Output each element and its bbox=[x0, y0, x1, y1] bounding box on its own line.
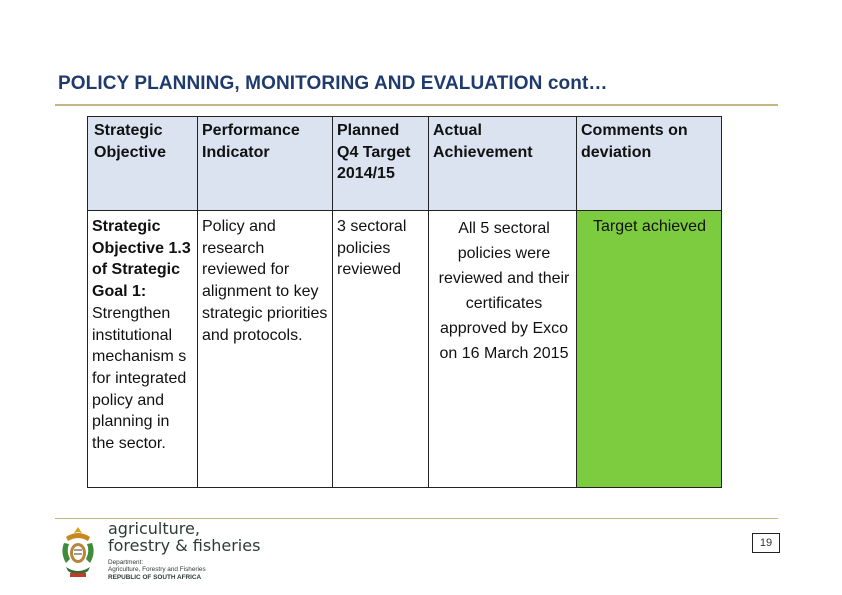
cell-comment: Target achieved bbox=[577, 211, 722, 488]
brand-wordmark bbox=[108, 520, 260, 554]
coat-of-arms-icon bbox=[58, 523, 98, 583]
header-planned-target: Planned Q4 Target 2014/15 bbox=[333, 117, 429, 211]
cell-planned-target: 3 sectoral policies reviewed bbox=[333, 211, 429, 488]
table-row bbox=[88, 211, 722, 488]
cell-actual-achievement: All 5 sectoral policies were reviewed and their certificates approved by Exco on 16 March 2015 bbox=[429, 211, 577, 488]
header-comments: Comments on deviation bbox=[577, 117, 722, 211]
department-text bbox=[108, 559, 206, 581]
department-logo bbox=[56, 519, 261, 584]
performance-table bbox=[87, 116, 722, 488]
dept-line-1: Department: bbox=[108, 559, 144, 566]
title-underline bbox=[55, 104, 778, 106]
brand-line-2: forestry & fisheries bbox=[108, 536, 261, 555]
header-strategic-objective: Strategic Objective bbox=[88, 117, 198, 211]
header-performance-indicator: Performance Indicator bbox=[198, 117, 333, 211]
table-header-row bbox=[88, 117, 722, 211]
brand-line-1: agriculture, bbox=[108, 519, 200, 538]
dept-line-3: REPUBLIC OF SOUTH AFRICA bbox=[108, 573, 202, 581]
header-actual-achievement: Actual Achievement bbox=[429, 117, 577, 211]
slide-title: POLICY PLANNING, MONITORING AND EVALUATION cont… bbox=[58, 73, 608, 94]
page-number: 19 bbox=[752, 533, 780, 553]
dept-line-2: Agriculture, Forestry and Fisheries bbox=[108, 566, 206, 574]
cell-strategic-objective bbox=[88, 211, 198, 488]
objective-text: Strengthen institutional mechanism s for integrated policy and planning in the sector. bbox=[92, 304, 187, 453]
objective-heading: Strategic Objective 1.3 of Strategic Goal 1: bbox=[92, 218, 191, 301]
cell-performance-indicator: Policy and research reviewed for alignment to key strategic priorities and protocols. bbox=[198, 211, 333, 488]
